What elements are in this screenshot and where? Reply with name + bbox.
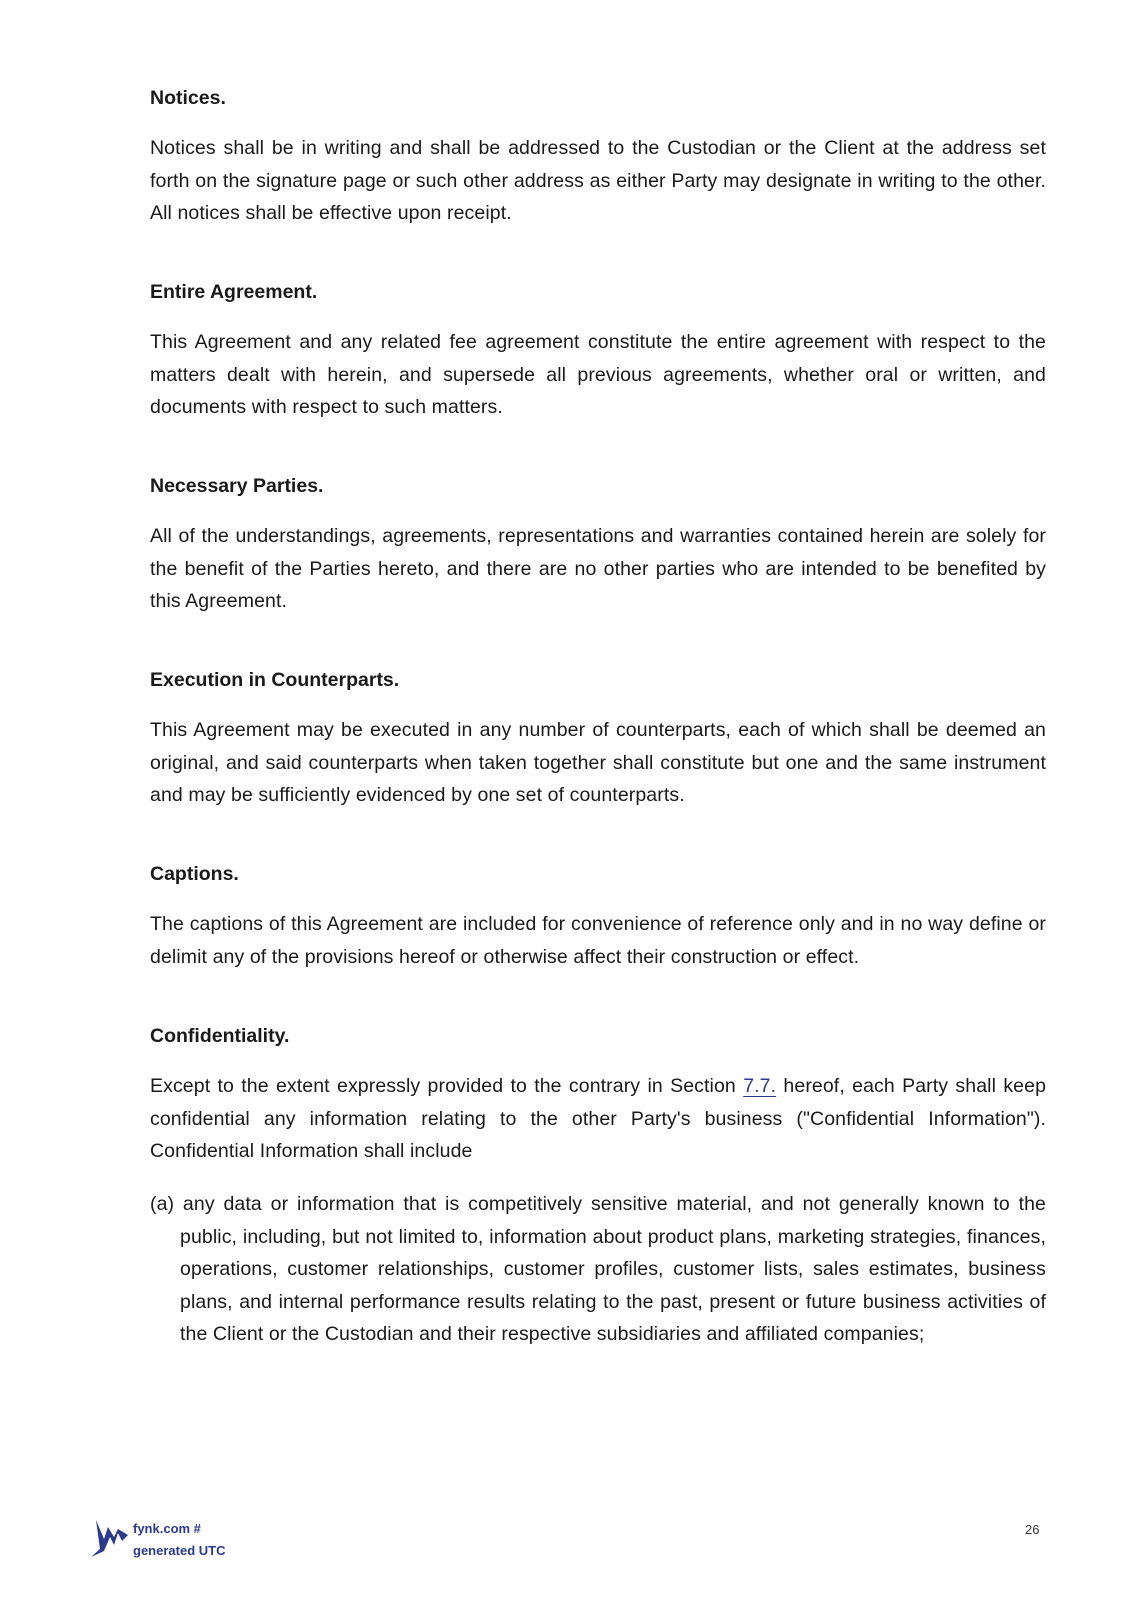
section-body: Notices shall be in writing and shall be addressed to the Custodian or the Client at the address set forth on the signature page or such other address as either Party may designate in writing to the other. All notices shall be effective upon receipt.	[150, 137, 1046, 224]
section-body: This Agreement may be executed in any number of counterparts, each of which shall be deemed an original, and said counterparts when taken together shall constitute but one and the same instrument and may be sufficiently evidenced by one set of counterparts.	[150, 719, 1046, 806]
section-title: Captions.	[150, 863, 239, 885]
section-body: All of the understandings, agreements, representations and warranties contained herein are solely for the benefit of the Parties hereto, and there are no other parties who are intended to be benefited by this Agreement.	[150, 525, 1046, 612]
page-number: 26	[1025, 1522, 1040, 1537]
body-text-after-link: hereof, each Party shall keep confidential any information relating to the other Party's business ("Confidential Information"). Confidential Information shall include	[150, 1075, 1047, 1162]
section-title: Execution in Counterparts.	[150, 669, 400, 691]
confidentiality-subitem-a: (a) any data or information that is competitively sensitive material, and not generally known to the public, including, but not limited to, information about product plans, marketing strategies, finances, operations, customer relationships, customer profiles, customer lists, sales estimates, business plans, and internal performance results relating to the past, present or future business activities of the Client or the Custodian and their respective subsidiaries and affiliated companies;	[150, 1193, 1046, 1345]
section-title: Entire Agreement.	[150, 281, 318, 303]
section-body: The captions of this Agreement are included for convenience of reference only and in no way define or delimit any of the provisions hereof or otherwise affect their construction or effect.	[150, 913, 1046, 968]
section-body: This Agreement and any related fee agreement constitute the entire agreement with respect to the matters dealt with herein, and supersede all previous agreements, whether oral or written, and documents with respect to such matters.	[150, 331, 1046, 418]
footer-generated-line: generated UTC	[133, 1543, 226, 1558]
body-text-before-link: Except to the extent expressly provided to the contrary in Section	[150, 1075, 744, 1097]
section-title: Notices.	[150, 87, 226, 109]
section-body	[150, 1070, 1046, 1168]
footer-brand	[133, 1518, 225, 1562]
footer-brand-line[interactable]: fynk.com #	[133, 1521, 201, 1536]
fynk-bird-logo-icon	[88, 1515, 138, 1560]
section-title: Confidentiality.	[150, 1025, 290, 1047]
section-title: Necessary Parties.	[150, 475, 324, 497]
section-reference-link[interactable]: 7.7.	[743, 1075, 777, 1097]
